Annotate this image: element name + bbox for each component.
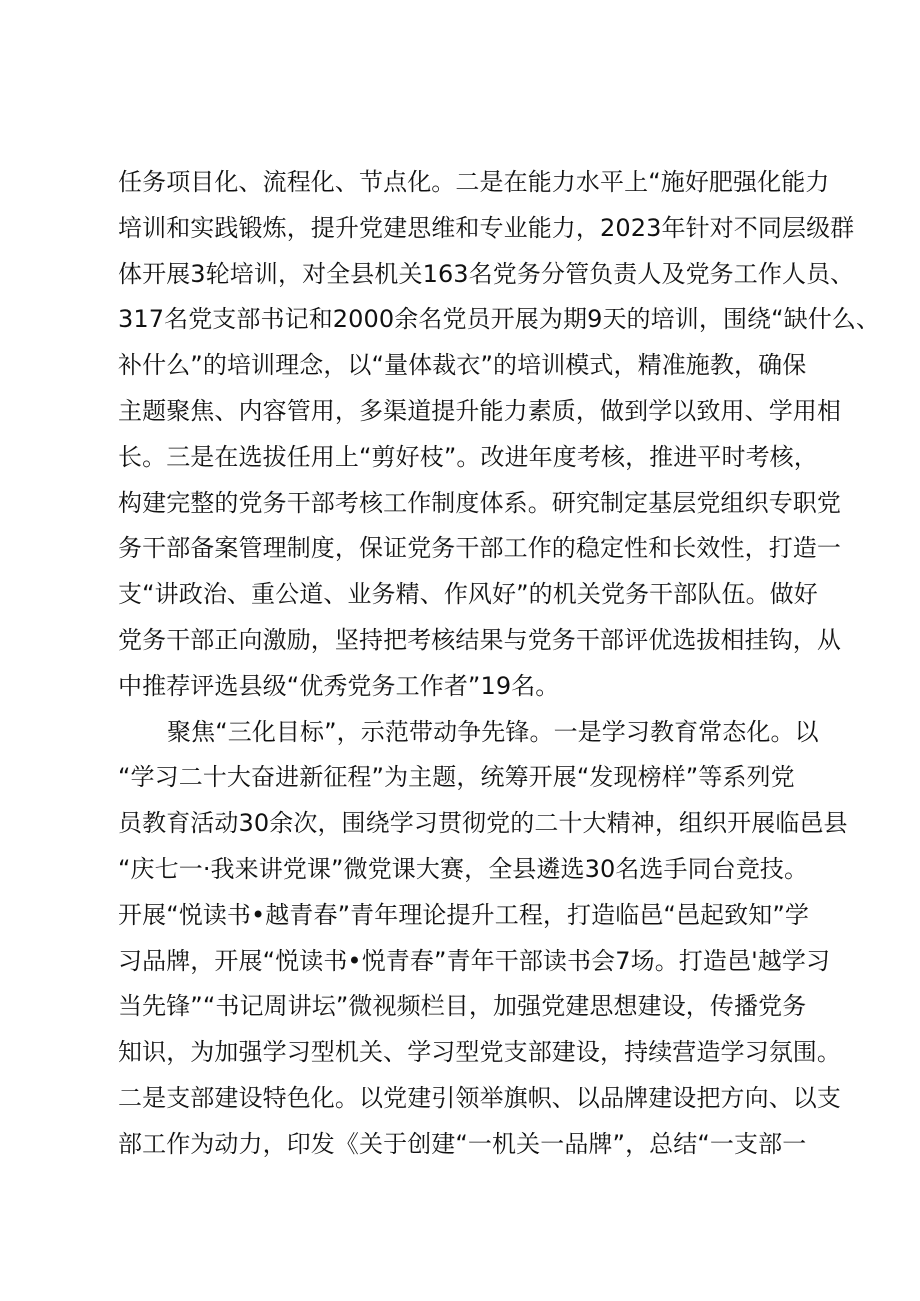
text-line: “庆七一·我来讲党课”微党课大赛，全县遴选30名选手同台竞技。 [118, 854, 809, 883]
text-line: 习品牌，开展“悦读书•悦青春”青年干部读书会7场。打造邑'越学习 [118, 946, 831, 975]
text-line: 培训和实践锻炼，提升党建思维和专业能力，2023年针对不同层级群 [118, 213, 855, 242]
text-line: 主题聚焦、内容管用，多渠道提升能力素质，做到学以致用、学用相 [118, 396, 841, 425]
text-line: 开展“悦读书•越青春”青年理论提升工程，打造临邑“邑起致知”学 [118, 900, 809, 929]
text-line: 任务项目化、流程化、节点化。二是在能力水平上“施好肥强化能力 [118, 168, 830, 196]
text-line: 党务干部正向激励，坚持把考核结果与党务干部评优选拔相挂钩，从 [118, 625, 841, 654]
text-line: 长。三是在选拔任用上“剪好枝”。改进年度考核，推进平时考核， [118, 442, 818, 471]
text-line: 知识，为加强学习型机关、学习型党支部建设，持续营造学习氛围。 [118, 1038, 841, 1067]
text-line: 中推荐评选县级“优秀党务工作者”19名。 [118, 671, 560, 700]
text-line: 补什么”的培训理念，以“量体裁衣”的培训模式，精准施教，确保 [118, 351, 807, 380]
text-line: 务干部备案管理制度，保证党务干部工作的稳定性和长效性，打造一 [118, 534, 841, 563]
text-line: 体开展3轮培训，对全县机关163名党务分管负责人及党务工作人员、 [118, 259, 855, 288]
text-line: 317名党支部书记和2000余名党员开展为期9天的培训，围绕“缺什么、 [118, 305, 881, 334]
body-text [118, 160, 881, 1168]
text-line: 构建完整的党务干部考核工作制度体系。研究制定基层党组织专职党 [118, 488, 841, 517]
text-line: “学习二十大奋进新征程”为主题，统筹开展“发现榜样”等系列党 [118, 763, 795, 792]
paragraph-start-line: 聚焦“三化目标”，示范带动争先锋。一是学习教育常态化。以 [167, 717, 819, 746]
text-line: 二是支部建设特色化。以党建引领举旗帜、以品牌建设把方向、以支 [118, 1083, 841, 1112]
text-line: 当先锋”“书记周讲坛”微视频栏目，加强党建思想建设，传播党务 [118, 992, 807, 1021]
text-line: 员教育活动30余次，围绕学习贯彻党的二十大精神，组织开展临邑县 [118, 809, 848, 838]
text-line: 支“讲政治、重公道、业务精、作风好”的机关党务干部队伍。做好 [118, 580, 818, 609]
text-line: 部工作为动力，印发《关于创建“一机关一品牌”，总结“一支部一 [118, 1129, 807, 1158]
